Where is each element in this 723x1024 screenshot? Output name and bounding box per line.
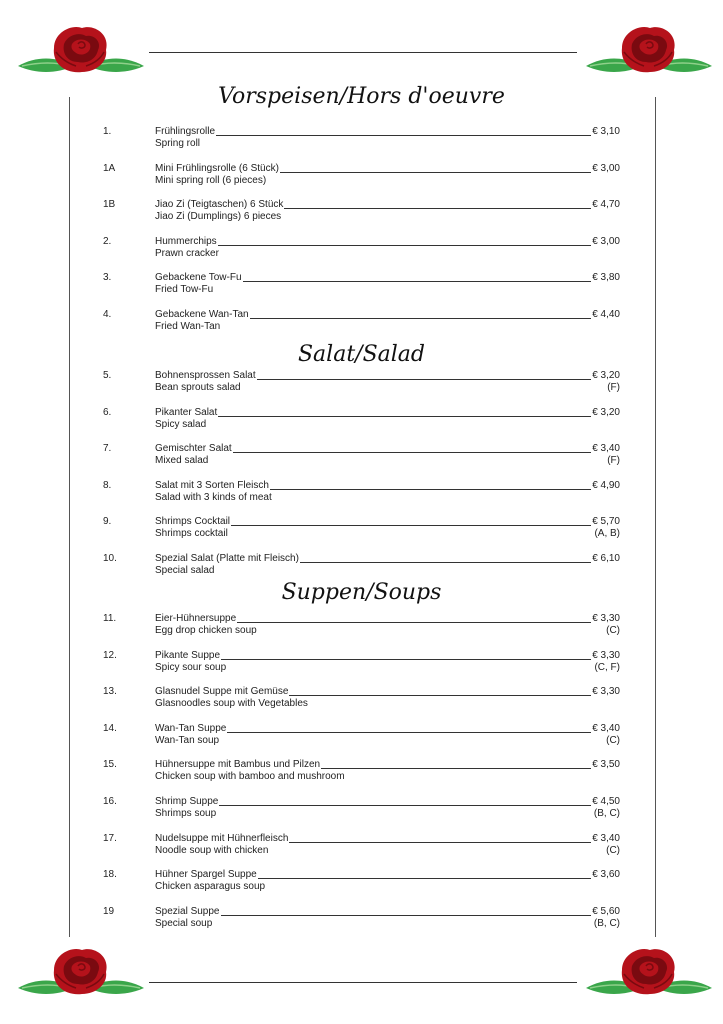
menu-item	[0, 833, 723, 863]
item-price: € 5,60	[592, 906, 620, 917]
item-price: € 4,90	[592, 480, 620, 491]
item-number: 3.	[103, 272, 112, 283]
item-translation: Special soup	[155, 918, 213, 929]
item-number: 10.	[103, 553, 117, 564]
bottom-divider	[149, 982, 577, 983]
item-name: Gebackene Wan-Tan	[155, 309, 249, 320]
item-line	[155, 906, 620, 918]
item-translation: Mini spring roll (6 pieces)	[155, 175, 267, 186]
menu-item	[0, 650, 723, 680]
item-line	[155, 613, 620, 625]
leader-line	[300, 561, 591, 563]
item-name: Wan-Tan Suppe	[155, 723, 227, 734]
leader-line	[250, 317, 592, 319]
item-line	[155, 869, 620, 881]
item-name: Gebackene Tow-Fu	[155, 272, 242, 283]
item-line	[155, 370, 620, 382]
item-translation: Fried Wan-Tan	[155, 321, 221, 332]
leader-line	[218, 415, 591, 417]
item-name: Pikante Suppe	[155, 650, 221, 661]
item-translation: Bean sprouts salad	[155, 382, 241, 393]
item-price: € 4,40	[592, 309, 620, 320]
item-number: 2.	[103, 236, 112, 247]
item-number: 9.	[103, 516, 112, 527]
item-number: 6.	[103, 407, 112, 418]
item-price: € 3,20	[592, 407, 620, 418]
item-price: € 3,40	[592, 443, 620, 454]
item-translation: Chicken soup with bamboo and mushroom	[155, 771, 345, 782]
item-translation: Prawn cracker	[155, 248, 219, 259]
leader-line	[219, 804, 591, 806]
section-title-soups: Suppen/Soups	[281, 580, 442, 605]
item-name: Mini Frühlingsrolle (6 Stück)	[155, 163, 279, 174]
item-allergens: (F)	[607, 382, 620, 393]
item-price: € 3,00	[592, 236, 620, 247]
leader-line	[270, 488, 591, 490]
item-name: Salat mit 3 Sorten Fleisch	[155, 480, 269, 491]
item-translation: Fried Tow-Fu	[155, 284, 214, 295]
item-number: 1B	[103, 199, 116, 210]
item-number: 12.	[103, 650, 117, 661]
leader-line	[289, 841, 591, 843]
item-number: 5.	[103, 370, 112, 381]
leader-line	[221, 658, 591, 660]
item-line	[155, 272, 620, 284]
leader-line	[284, 207, 591, 209]
item-price: € 6,10	[592, 553, 620, 564]
leader-line	[216, 134, 591, 136]
item-number: 4.	[103, 309, 112, 320]
menu-item	[0, 613, 723, 643]
menu-item	[0, 480, 723, 510]
menu-item	[0, 759, 723, 789]
item-name: Nudelsuppe mit Hühnerfleisch	[155, 833, 289, 844]
item-allergens: (C, F)	[594, 662, 620, 673]
item-line	[155, 553, 620, 565]
item-name: Pikanter Salat	[155, 407, 218, 418]
menu-item	[0, 723, 723, 753]
item-translation: Glasnoodles soup with Vegetables	[155, 698, 308, 709]
leader-line	[231, 524, 591, 526]
item-allergens: (C)	[606, 735, 620, 746]
item-line	[155, 686, 620, 698]
item-allergens: (B, C)	[593, 918, 620, 929]
menu-item	[0, 553, 723, 583]
item-number: 7.	[103, 443, 112, 454]
item-name: Gemischter Salat	[155, 443, 232, 454]
item-translation: Chicken asparagus soup	[155, 881, 266, 892]
item-line	[155, 199, 620, 211]
item-name: Bohnensprossen Salat	[155, 370, 256, 381]
item-translation: Spicy sour soup	[155, 662, 227, 673]
item-line	[155, 833, 620, 845]
item-translation: Jiao Zi (Dumplings) 6 pieces	[155, 211, 282, 222]
item-line	[155, 759, 620, 771]
item-name: Hummerchips	[155, 236, 217, 247]
item-allergens: (C)	[606, 625, 620, 636]
leader-line	[280, 171, 591, 173]
leader-line	[321, 767, 591, 769]
item-line	[155, 796, 620, 808]
menu-item	[0, 163, 723, 193]
item-name: Hühnersuppe mit Bambus und Pilzen	[155, 759, 321, 770]
item-number: 19	[103, 906, 115, 917]
item-translation: Mixed salad	[155, 455, 209, 466]
item-translation: Noodle soup with chicken	[155, 845, 269, 856]
leader-line	[227, 731, 591, 733]
item-name: Spezial Salat (Platte mit Fleisch)	[155, 553, 299, 564]
leader-line	[221, 914, 592, 916]
item-number: 14.	[103, 723, 117, 734]
menu-item	[0, 869, 723, 899]
leader-line	[257, 378, 592, 380]
menu-item	[0, 126, 723, 156]
item-translation: Salad with 3 kinds of meat	[155, 492, 272, 503]
item-number: 1A	[103, 163, 116, 174]
item-allergens: (A, B)	[594, 528, 620, 539]
item-name: Eier-Hühnersuppe	[155, 613, 237, 624]
item-price: € 4,70	[592, 199, 620, 210]
item-line	[155, 407, 620, 419]
item-price: € 3,30	[592, 613, 620, 624]
item-line	[155, 516, 620, 528]
item-name: Shrimps Cocktail	[155, 516, 231, 527]
rose-bottom-left-icon	[16, 944, 146, 1024]
menu-item	[0, 236, 723, 266]
item-number: 11.	[103, 613, 117, 624]
item-name: Frühlingsrolle	[155, 126, 216, 137]
item-price: € 5,70	[592, 516, 620, 527]
item-price: € 3,20	[592, 370, 620, 381]
section-title-starters: Vorspeisen/Hors d'oeuvre	[218, 84, 505, 109]
item-line	[155, 236, 620, 248]
item-price: € 3,30	[592, 686, 620, 697]
leader-line	[289, 694, 591, 696]
item-number: 17.	[103, 833, 117, 844]
menu-item	[0, 199, 723, 229]
item-allergens: (C)	[606, 845, 620, 856]
item-line	[155, 163, 620, 175]
menu-item	[0, 906, 723, 936]
item-translation: Egg drop chicken soup	[155, 625, 257, 636]
item-price: € 3,80	[592, 272, 620, 283]
leader-line	[237, 621, 591, 623]
item-price: € 3,40	[592, 833, 620, 844]
item-line	[155, 443, 620, 455]
item-price: € 3,40	[592, 723, 620, 734]
item-number: 13.	[103, 686, 117, 697]
item-price: € 3,00	[592, 163, 620, 174]
menu-item	[0, 516, 723, 546]
item-name: Hühner Spargel Suppe	[155, 869, 257, 880]
section-title-salad: Salat/Salad	[297, 342, 425, 367]
item-line	[155, 480, 620, 492]
leader-line	[233, 451, 591, 453]
item-number: 16.	[103, 796, 117, 807]
item-translation: Spring roll	[155, 138, 201, 149]
menu-item	[0, 309, 723, 339]
item-number: 8.	[103, 480, 112, 491]
item-line	[155, 309, 620, 321]
menu-item	[0, 443, 723, 473]
item-price: € 3,50	[592, 759, 620, 770]
item-translation: Shrimps soup	[155, 808, 217, 819]
item-line	[155, 723, 620, 735]
item-translation: Spicy salad	[155, 419, 207, 430]
menu-item	[0, 272, 723, 302]
leader-line	[258, 877, 591, 879]
item-price: € 4,50	[592, 796, 620, 807]
item-number: 18.	[103, 869, 117, 880]
item-translation: Special salad	[155, 565, 215, 576]
item-allergens: (B, C)	[593, 808, 620, 819]
leader-line	[218, 244, 592, 246]
menu-item	[0, 370, 723, 400]
item-price: € 3,30	[592, 650, 620, 661]
item-line	[155, 650, 620, 662]
item-translation: Wan-Tan soup	[155, 735, 220, 746]
top-divider	[149, 52, 577, 53]
item-price: € 3,10	[592, 126, 620, 137]
item-price: € 3,60	[592, 869, 620, 880]
item-name: Jiao Zi (Teigtaschen) 6 Stück	[155, 199, 284, 210]
item-allergens: (F)	[607, 455, 620, 466]
menu-item	[0, 796, 723, 826]
menu-item	[0, 686, 723, 716]
leader-line	[243, 280, 592, 282]
item-number: 15.	[103, 759, 117, 770]
item-translation: Shrimps cocktail	[155, 528, 228, 539]
item-name: Glasnudel Suppe mit Gemüse	[155, 686, 289, 697]
item-line	[155, 126, 620, 138]
item-name: Spezial Suppe	[155, 906, 220, 917]
item-number: 1.	[103, 126, 112, 137]
menu-item	[0, 407, 723, 437]
item-name: Shrimp Suppe	[155, 796, 219, 807]
rose-bottom-right-icon	[584, 944, 714, 1024]
